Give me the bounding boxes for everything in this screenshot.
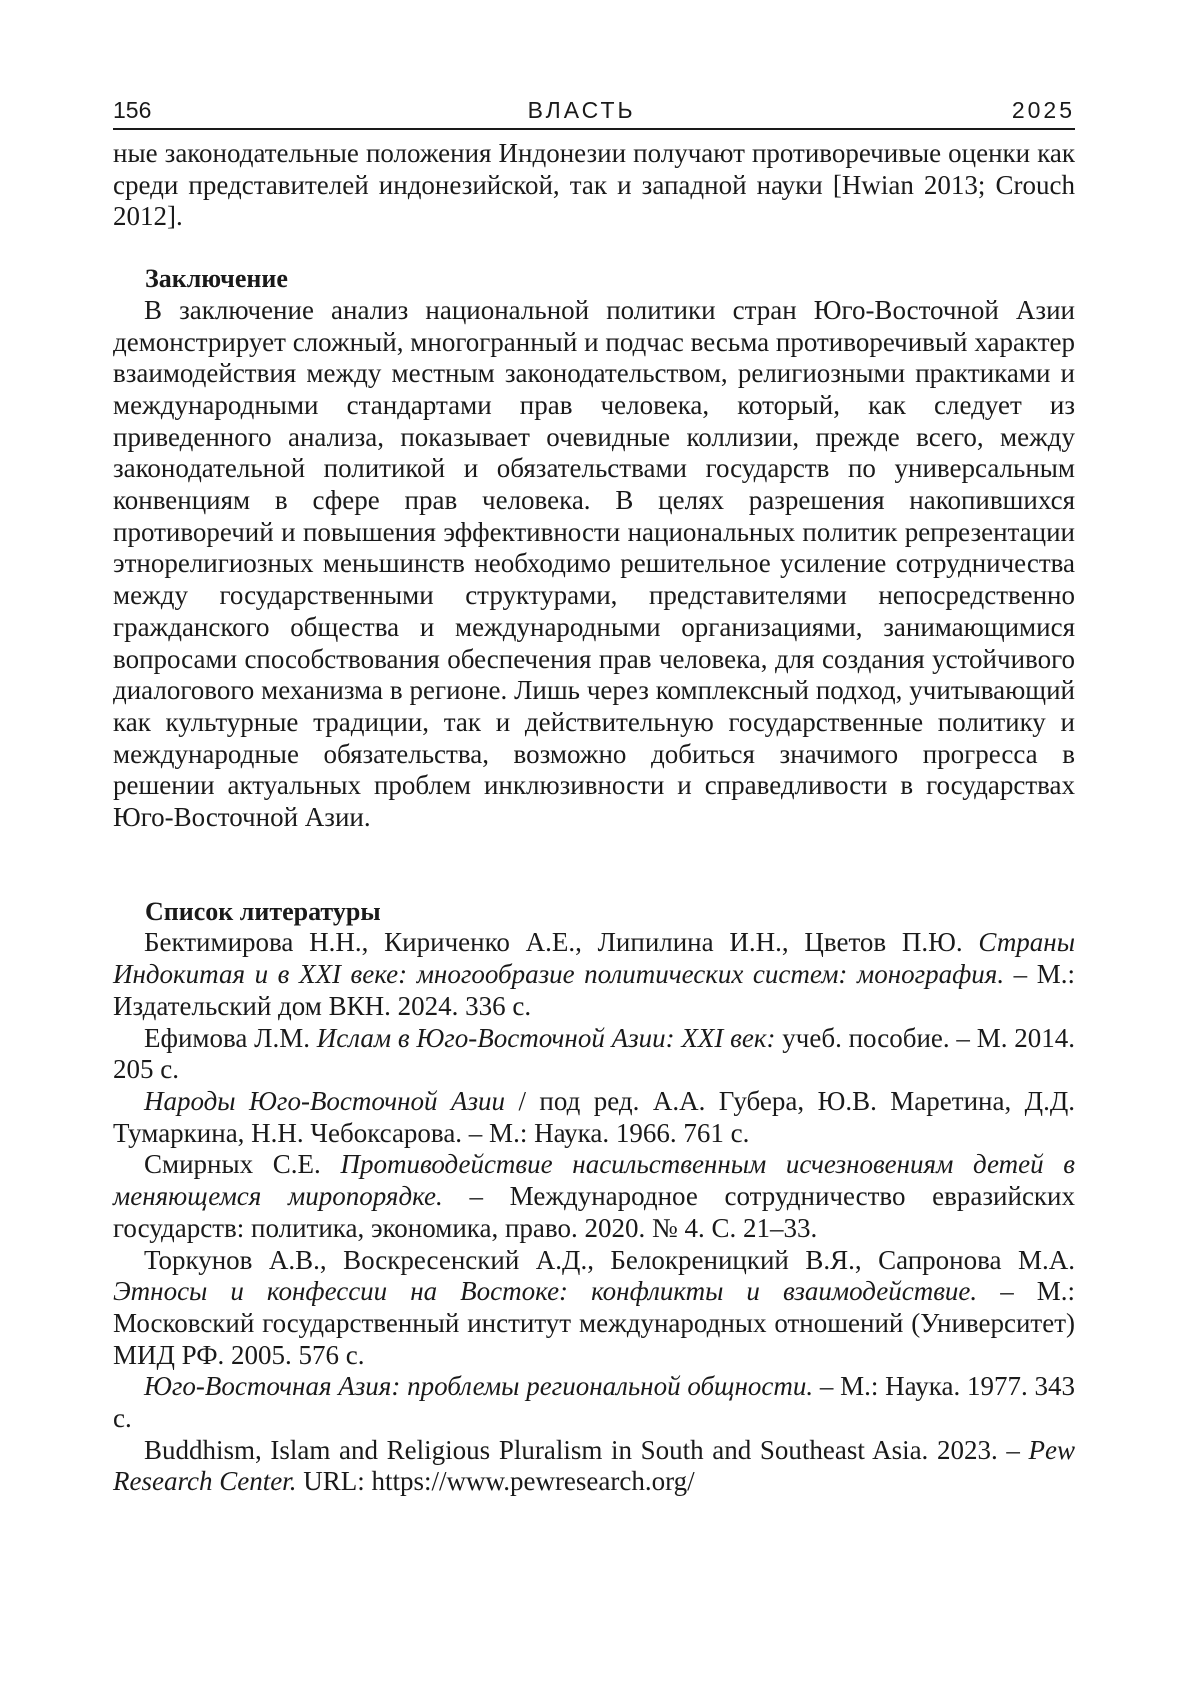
reference-title: Ислам в Юго-Восточной Азии: XXI век: xyxy=(317,1023,776,1053)
reference-title: Народы Юго-Восточной Азии xyxy=(144,1086,505,1116)
document-page xyxy=(113,88,1075,1498)
running-header xyxy=(113,88,1075,130)
intro-paragraph: ные законодательные положения Индонезии получают противоречивые оценки как среди представителей индонезийской, так и западной науки [Hwian 2013; Crouch 2012]. xyxy=(113,138,1075,233)
reference-authors: Ефимова Л.М. xyxy=(144,1023,317,1053)
reference-details: – Международное сотрудничество евразийских государств: политика, экономика, право. 2020. № 4. С. 21–33. xyxy=(113,1181,1075,1243)
reference-authors: Buddhism, Islam and Religious Pluralism in South and Southeast Asia. 2023. – xyxy=(144,1435,1029,1465)
reference-authors: Смирных С.Е. xyxy=(144,1149,340,1179)
references-heading: Список литературы xyxy=(113,896,1075,928)
journal-title: ВЛАСТЬ xyxy=(528,97,636,124)
reference-title: Противодействие насильственным исчезновениям детей в меняющемся миропорядке. xyxy=(113,1149,1075,1211)
reference-title: Pew Research Center. xyxy=(113,1435,1075,1497)
reference-authors: Бектимирова Н.Н., Кириченко А.Е., Липилина И.Н., Цветов П.Ю. xyxy=(144,927,978,957)
reference-details: / под ред. А.А. Губера, Ю.В. Маретина, Д.Д. Тумаркина, Н.Н. Чебоксарова. – М.: Наука. 1966. 761 с. xyxy=(113,1086,1075,1148)
reference-item xyxy=(113,1435,1075,1498)
reference-title: Этносы и конфессии на Востоке: конфликты и взаимодействие. xyxy=(113,1276,977,1306)
reference-details: – М.: Московский государственный институт международных отношений (Университет) МИД РФ. 2005. 576 с. xyxy=(113,1276,1075,1369)
conclusion-heading: Заключение xyxy=(113,263,1075,295)
journal-year: 2025 xyxy=(1012,97,1075,124)
reference-item xyxy=(113,927,1075,1022)
conclusion-paragraph: В заключение анализ национальной политики стран Юго-Восточной Азии демонстрирует сложный, многогранный и подчас весьма противоречивый характер взаимодействия между местным законодательством, религиозными практиками и международными стандартами прав человека, который, как следует из приведенного анализа, показывает очевидные коллизии, прежде всего, между законодательной политикой и обязательствами государств по универсальным конвенциям в сфере прав человека. В целях разрешения накопившихся противоречий и повышения эффективности национальных политик репрезентации этнорелигиозных меньшинств необходимо решительное усиление сотрудничества между государственными структурами, представителями непосредственно гражданского общества и международными организациями, занимающимися вопросами способствования обеспечения прав человека, для создания устойчивого диалогового механизма в регионе. Лишь через комплексный подход, учитывающий как культурные традиции, так и действительную государственные политику и международные обязательства, возможно добиться значимого прогресса в решении актуальных проблем инклюзивности и справедливости в государствах Юго-Восточной Азии. xyxy=(113,295,1075,834)
reference-details: – М.: Наука. 1977. 343 с. xyxy=(113,1371,1075,1433)
page-number: 156 xyxy=(113,97,151,124)
references-list xyxy=(113,927,1075,1498)
reference-details: учеб. пособие. – М. 2014. 205 с. xyxy=(113,1023,1075,1085)
reference-item xyxy=(113,1023,1075,1086)
reference-authors: Торкунов А.В., Воскресенский А.Д., Белокреницкий В.Я., Сапронова М.А. xyxy=(144,1245,1075,1275)
reference-title: Юго-Восточная Азия: проблемы региональной общности. xyxy=(144,1371,813,1401)
page-body xyxy=(113,138,1075,1498)
reference-item xyxy=(113,1245,1075,1372)
reference-item xyxy=(113,1086,1075,1149)
reference-item xyxy=(113,1371,1075,1434)
reference-item xyxy=(113,1149,1075,1244)
reference-url[interactable]: URL: https://www.pewresearch.org/ xyxy=(296,1466,694,1496)
reference-title: Страны Индокитая и в XXI веке: многообразие политических систем: монография. xyxy=(113,927,1075,989)
reference-details: – М.: Издательский дом ВКН. 2024. 336 с. xyxy=(113,959,1075,1021)
